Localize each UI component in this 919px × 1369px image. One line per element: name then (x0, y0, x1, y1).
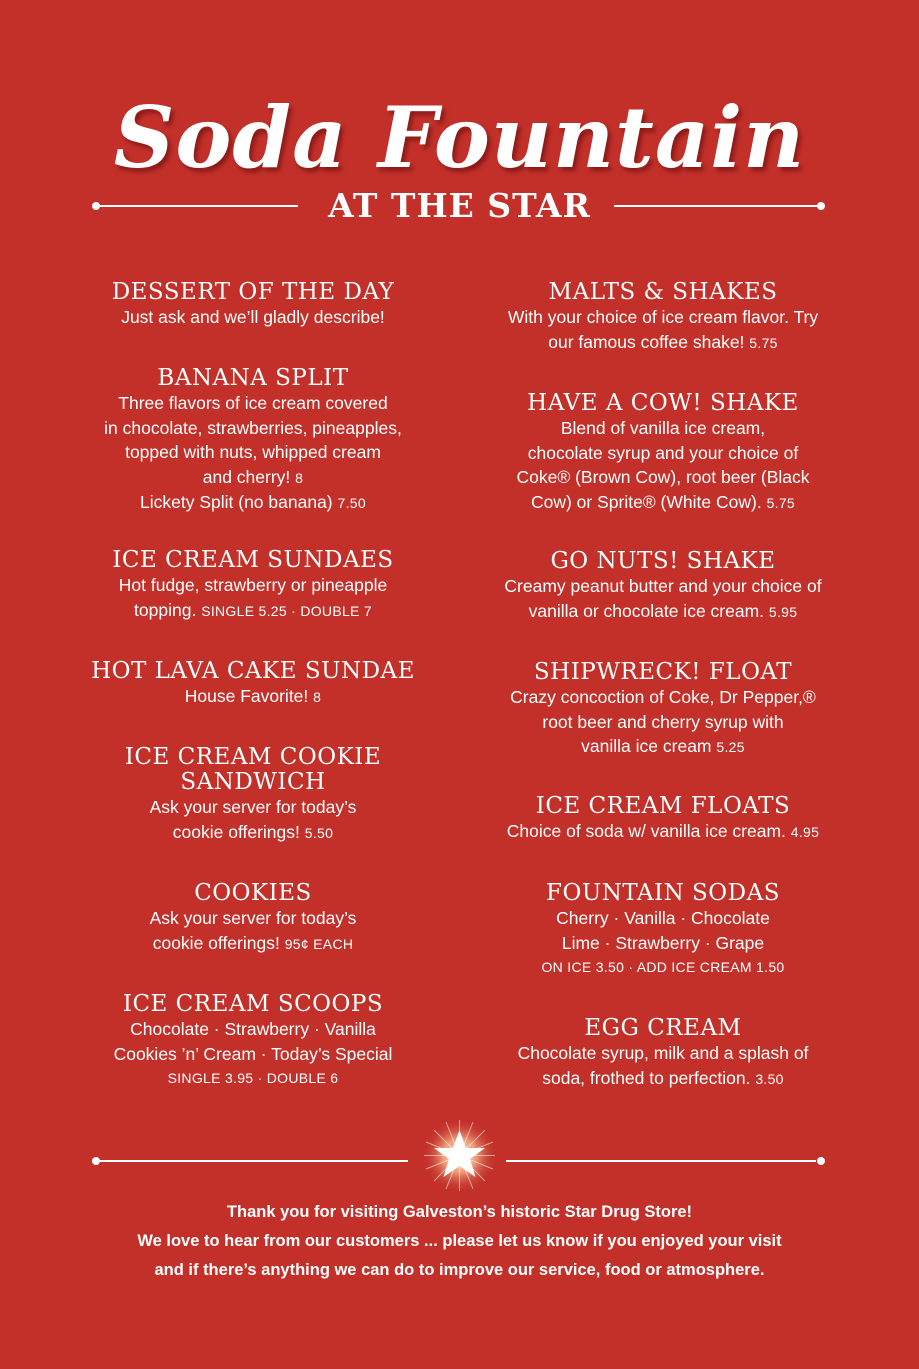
item-price: 8 (295, 469, 304, 486)
item-name: GO NUTS! SHAKE (550, 548, 776, 574)
menu-item (493, 280, 833, 391)
item-name: EGG CREAM (584, 1015, 742, 1041)
rule-dot-right (817, 202, 825, 210)
item-variant (88, 490, 418, 516)
item-variant-price: 7.50 (337, 495, 366, 511)
item-name: FOUNTAIN SODAS (546, 880, 780, 906)
item-price: 5.50 (304, 824, 334, 841)
item-name: HAVE A COW! SHAKE (527, 390, 799, 416)
item-price: ON ICE 3.50 · ADD ICE CREAM 1.50 (541, 959, 785, 975)
item-description (88, 906, 418, 956)
item-price: 4.95 (790, 824, 820, 840)
item-description (88, 684, 418, 710)
rule-line-right (506, 1160, 816, 1162)
menu-item (493, 1016, 833, 1091)
menu-column-right (493, 280, 833, 1091)
item-description (493, 305, 833, 355)
footer-message (0, 1198, 919, 1285)
item-description (493, 1041, 833, 1091)
menu-item (493, 881, 833, 1016)
footer-line: Thank you for visiting Galveston’s historic Star Drug Store! (226, 1203, 693, 1221)
item-price: 5.75 (766, 494, 796, 511)
rule-line-left (98, 1160, 408, 1162)
item-description (493, 819, 833, 845)
menu-item (493, 660, 833, 794)
item-description-text: House Favorite! (184, 686, 309, 706)
item-name: ICE CREAM COOKIE SANDWICH (124, 744, 382, 795)
item-price: 5.25 (716, 739, 745, 755)
rule-dot-right (817, 1157, 825, 1165)
item-price: SINGLE 5.25 · DOUBLE 7 (201, 602, 372, 619)
item-name: DESSERT OF THE DAY (111, 279, 395, 305)
item-description (493, 574, 833, 624)
menu-item (88, 280, 418, 366)
footer-divider (92, 1118, 827, 1208)
item-description-text: Blend of vanilla ice cream, chocolate syrup and your choice of Coke® (Brown Cow), root beer (Black Cow) or Sprite® (White Cow). (516, 418, 810, 512)
item-description-text: Three flavors of ice cream covered in chocolate, strawberries, pineapples, topped with nuts, whipped cream and cherry! (104, 393, 402, 487)
item-description: Cherry · Vanilla · Chocolate Lime · Strawberry · Grape (556, 908, 770, 953)
footer-line: and if there’s anything we can do to improve our service, food or atmosphere. (154, 1261, 765, 1279)
item-description (88, 573, 418, 623)
menu-item (88, 366, 418, 548)
item-description-text: Ask your server for today’s cookie offerings! (149, 908, 357, 953)
menu-item (88, 548, 418, 659)
menu-item (493, 391, 833, 549)
item-description: Just ask and we’ll gladly describe! (121, 307, 385, 327)
item-name: BANANA SPLIT (157, 365, 349, 391)
item-description-text: With your choice of ice cream flavor. Try our famous coffee shake! (507, 307, 819, 352)
item-description-text: Hot fudge, strawberry or pineapple topping. (118, 575, 388, 620)
menu-item (88, 659, 418, 745)
item-description: Chocolate · Strawberry · Vanilla Cookies ’n’ Cream · Today’s Special (113, 1019, 393, 1064)
item-name: ICE CREAM SUNDAES (112, 547, 394, 573)
footer-line: We love to hear from our customers ... please let us know if you enjoyed your visit (137, 1232, 782, 1250)
item-name: COOKIES (194, 880, 312, 906)
menu-title: Soda Fountain (113, 88, 806, 187)
menu-item (88, 881, 418, 992)
menu-subtitle: AT THE STAR (328, 186, 591, 225)
item-price: SINGLE 3.95 · DOUBLE 6 (167, 1070, 339, 1086)
item-description-text: Creamy peanut butter and your choice of vanilla or chocolate ice cream. (504, 576, 822, 621)
item-price: 95¢ EACH (284, 935, 354, 952)
item-description-text: Ask your server for today’s cookie offerings! (149, 797, 357, 842)
item-name: HOT LAVA CAKE SUNDAE (91, 658, 415, 684)
item-variant-text: Lickety Split (no banana) (140, 492, 333, 512)
item-price: 5.75 (749, 334, 778, 351)
item-description (493, 416, 833, 515)
item-price: 8 (313, 689, 322, 705)
menu-column-left (88, 280, 418, 1090)
item-description-text: Crazy concoction of Coke, Dr Pepper,® root beer and cherry syrup with vanilla ice cream (510, 687, 816, 756)
star-icon (422, 1118, 497, 1193)
item-price: 3.50 (755, 1070, 784, 1087)
item-description (493, 685, 833, 760)
item-description (88, 795, 418, 845)
menu-item (88, 745, 418, 881)
item-description-text: Choice of soda w/ vanilla ice cream. (506, 821, 786, 841)
item-description (88, 391, 418, 490)
rule-line-right (614, 205, 821, 207)
item-price: 5.95 (768, 603, 798, 620)
item-name: ICE CREAM SCOOPS (122, 991, 384, 1017)
menu-item (88, 992, 418, 1090)
item-name: ICE CREAM FLOATS (535, 793, 791, 819)
subtitle-rule (92, 182, 827, 230)
item-name: SHIPWRECK! FLOAT (533, 659, 793, 685)
item-name: MALTS & SHAKES (548, 279, 778, 305)
menu-item (493, 549, 833, 660)
menu-item (493, 794, 833, 881)
item-description-text: Chocolate syrup, milk and a splash of soda, frothed to perfection. (517, 1043, 809, 1088)
